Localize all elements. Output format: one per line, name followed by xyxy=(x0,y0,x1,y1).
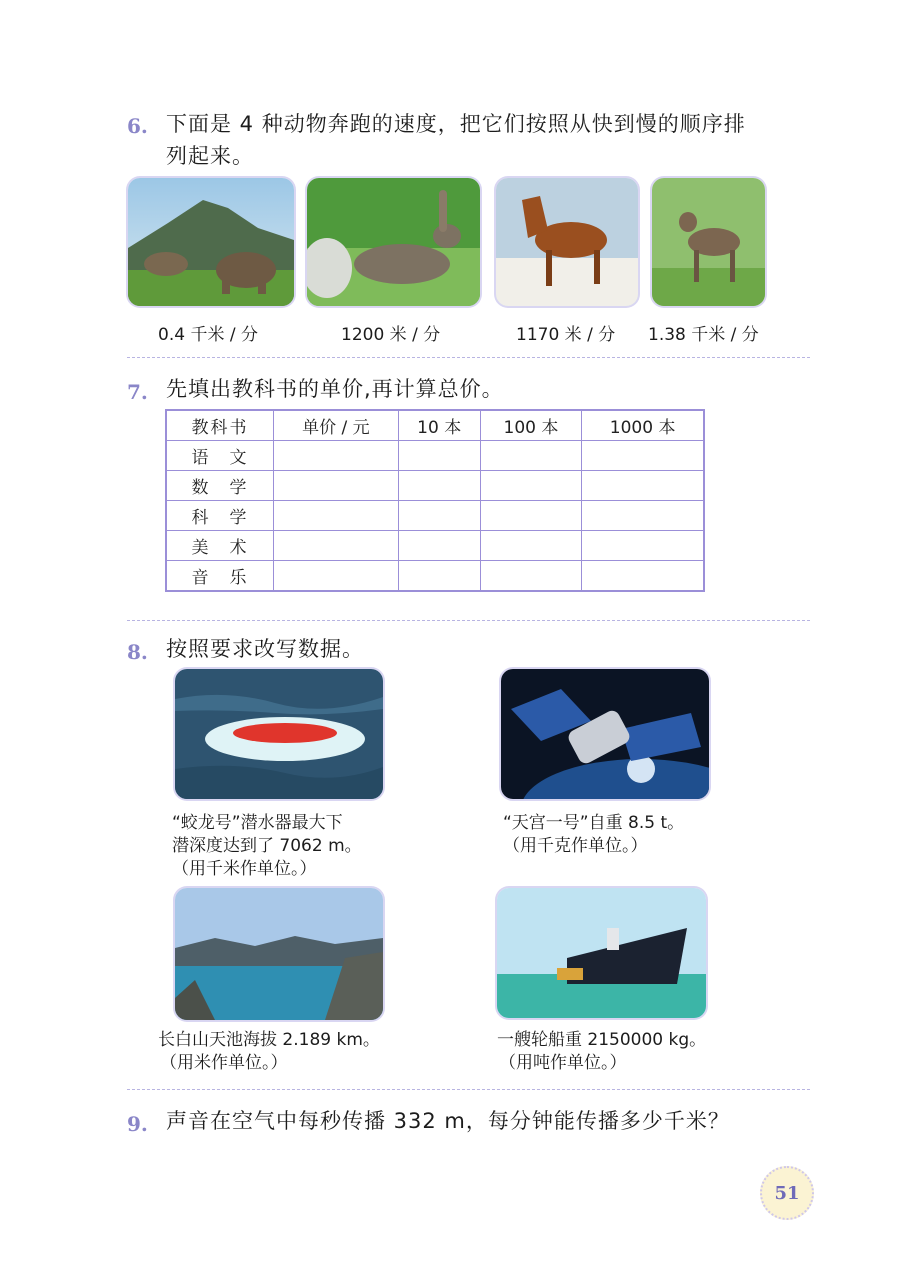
submarine-text-line2: 潜深度达到了 7062 m。 xyxy=(172,836,362,856)
lake-photo xyxy=(175,888,383,1020)
answer-cell[interactable] xyxy=(480,471,582,501)
submarine-text-line1: “蛟龙号”潜水器最大下 xyxy=(172,813,343,833)
space-station-text-line1: “天宫一号”自重 8.5 t。 xyxy=(503,813,685,833)
table-row xyxy=(166,501,704,531)
answer-cell[interactable] xyxy=(398,561,480,592)
ship-text-line2: （用吨作单位。） xyxy=(499,1053,627,1073)
question-6-number: 6. xyxy=(127,114,148,138)
space-station-photo xyxy=(501,669,709,799)
question-6-text-line2: 列起来。 xyxy=(166,144,254,168)
answer-cell[interactable] xyxy=(398,531,480,561)
question-8-text: 按照要求改写数据。 xyxy=(166,637,364,661)
question-8-number: 8. xyxy=(127,640,148,664)
row-label: 数 学 xyxy=(166,471,274,501)
ship-text-line1: 一艘轮船重 2150000 kg。 xyxy=(497,1030,707,1050)
submarine-text-line3: （用千米作单位。） xyxy=(172,859,317,879)
elephant-photo xyxy=(128,178,294,306)
lake-text-line2: （用米作单位。） xyxy=(160,1053,288,1073)
deer-speed: 1.38 千米 / 分 xyxy=(648,325,759,345)
answer-cell[interactable] xyxy=(480,501,582,531)
rabbit-speed: 1200 米 / 分 xyxy=(341,325,441,345)
table-row xyxy=(166,531,704,561)
row-label: 科 学 xyxy=(166,501,274,531)
question-7-text: 先填出教科书的单价,再计算总价。 xyxy=(166,377,504,401)
answer-cell[interactable] xyxy=(398,501,480,531)
divider-3 xyxy=(127,1089,810,1090)
answer-cell[interactable] xyxy=(274,441,399,471)
elephant-speed: 0.4 千米 / 分 xyxy=(158,325,258,345)
ship-photo xyxy=(497,888,706,1018)
rabbit-photo xyxy=(307,178,480,306)
deer-photo xyxy=(652,178,765,306)
answer-cell[interactable] xyxy=(398,471,480,501)
divider-2 xyxy=(127,620,810,621)
question-9-text: 声音在空气中每秒传播 332 m，每分钟能传播多少千米？ xyxy=(166,1109,730,1133)
lake-text-line1: 长白山天池海拔 2.189 km。 xyxy=(158,1030,380,1050)
answer-cell[interactable] xyxy=(582,471,704,501)
answer-cell[interactable] xyxy=(274,561,399,592)
price-table xyxy=(165,409,705,592)
answer-cell[interactable] xyxy=(480,441,582,471)
answer-cell[interactable] xyxy=(398,441,480,471)
answer-cell[interactable] xyxy=(480,531,582,561)
horse-photo xyxy=(496,178,638,306)
table-row xyxy=(166,471,704,501)
row-label: 美 术 xyxy=(166,531,274,561)
table-header-cell: 单价 / 元 xyxy=(274,410,399,441)
horse-speed: 1170 米 / 分 xyxy=(516,325,616,345)
table-header-cell: 1000 本 xyxy=(582,410,704,441)
answer-cell[interactable] xyxy=(480,561,582,592)
table-header-row xyxy=(166,410,704,441)
answer-cell[interactable] xyxy=(274,531,399,561)
row-label: 音 乐 xyxy=(166,561,274,592)
space-station-text-line2: （用千克作单位。） xyxy=(503,836,648,856)
answer-cell[interactable] xyxy=(582,441,704,471)
table-row xyxy=(166,441,704,471)
table-row xyxy=(166,561,704,592)
submarine-photo xyxy=(175,669,383,799)
answer-cell[interactable] xyxy=(582,561,704,592)
question-9-number: 9. xyxy=(127,1112,148,1136)
table-header-cell: 10 本 xyxy=(398,410,480,441)
page-number: 51 xyxy=(774,1182,800,1204)
question-7-number: 7. xyxy=(127,380,148,404)
table-header-cell: 100 本 xyxy=(480,410,582,441)
table-header-cell: 教科书 xyxy=(166,410,274,441)
answer-cell[interactable] xyxy=(274,501,399,531)
answer-cell[interactable] xyxy=(274,471,399,501)
divider-1 xyxy=(127,357,810,358)
answer-cell[interactable] xyxy=(582,531,704,561)
page-number-badge xyxy=(760,1166,814,1220)
answer-cell[interactable] xyxy=(582,501,704,531)
row-label: 语 文 xyxy=(166,441,274,471)
question-6-text-line1: 下面是 4 种动物奔跑的速度，把它们按照从快到慢的顺序排 xyxy=(166,112,746,136)
